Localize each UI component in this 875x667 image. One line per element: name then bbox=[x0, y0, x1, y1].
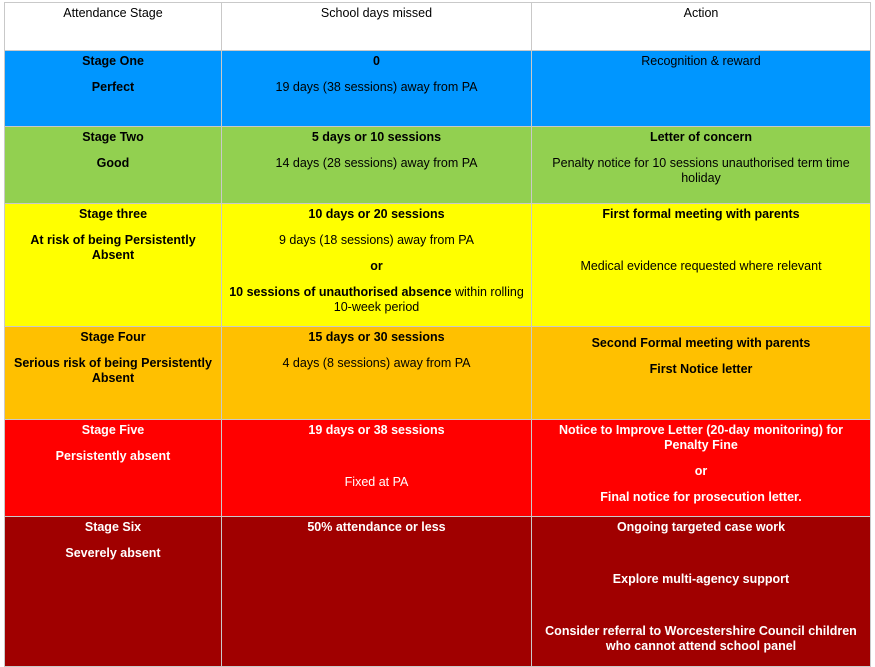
missed-detail: 19 days (38 sessions) away from PA bbox=[275, 80, 478, 94]
action-or: or bbox=[694, 464, 708, 478]
header-action: Action bbox=[532, 3, 871, 51]
missed-extra-bold: 10 sessions of unauthorised absence bbox=[229, 285, 452, 299]
missed-detail: Fixed at PA bbox=[344, 475, 409, 489]
missed-main: 50% attendance or less bbox=[307, 520, 446, 534]
stage-name: Stage Six bbox=[84, 520, 142, 534]
missed-cell bbox=[222, 127, 532, 204]
stage-label: Perfect bbox=[91, 80, 135, 94]
action-text: First formal meeting with parents bbox=[602, 207, 800, 221]
action-text: Explore multi-agency support bbox=[612, 572, 790, 586]
stage-cell bbox=[5, 127, 222, 204]
action-text: First Notice letter bbox=[649, 362, 753, 376]
table-row bbox=[5, 127, 871, 204]
stage-name: Stage three bbox=[78, 207, 148, 221]
table-row bbox=[5, 204, 871, 327]
action-text: Letter of concern bbox=[649, 130, 753, 144]
stage-name: Stage One bbox=[82, 54, 144, 68]
action-cell bbox=[532, 51, 871, 127]
missed-detail: 9 days (18 sessions) away from PA bbox=[279, 233, 474, 247]
header-row bbox=[5, 3, 871, 51]
stage-cell bbox=[5, 51, 222, 127]
action-text: Notice to Improve Letter (20-day monitoring) for Penalty Fine bbox=[558, 423, 844, 452]
table-row bbox=[5, 327, 871, 420]
action-cell bbox=[532, 127, 871, 204]
stage-label: Severely absent bbox=[65, 546, 161, 560]
missed-cell bbox=[222, 327, 532, 420]
action-text: Consider referral to Worcestershire Council children who cannot attend school panel bbox=[545, 624, 857, 653]
missed-extra-rest: within rolling 10-week period bbox=[333, 285, 524, 314]
action-text: Ongoing targeted case work bbox=[616, 520, 786, 534]
missed-main: 19 days or 38 sessions bbox=[308, 423, 445, 437]
header-attendance-stage: Attendance Stage bbox=[5, 3, 222, 51]
attendance-stages-table bbox=[4, 2, 871, 667]
stage-name: Stage Four bbox=[80, 330, 146, 344]
action-text: Penalty notice for 10 sessions unauthorised term time holiday bbox=[552, 156, 850, 185]
stage-cell bbox=[5, 204, 222, 327]
action-text: Medical evidence requested where relevant bbox=[580, 259, 822, 273]
stage-name: Stage Two bbox=[82, 130, 144, 144]
stage-cell bbox=[5, 420, 222, 517]
stage-label: Persistently absent bbox=[55, 449, 171, 463]
action-text: Second Formal meeting with parents bbox=[591, 336, 811, 350]
stage-label: Serious risk of being Persistently Absent bbox=[14, 356, 212, 385]
missed-cell bbox=[222, 420, 532, 517]
stage-name: Stage Five bbox=[81, 423, 145, 437]
action-cell bbox=[532, 517, 871, 667]
missed-main: 10 days or 20 sessions bbox=[308, 207, 445, 221]
missed-cell bbox=[222, 204, 532, 327]
action-text: Recognition & reward bbox=[641, 54, 761, 68]
missed-main: 0 bbox=[373, 54, 380, 68]
missed-detail: 14 days (28 sessions) away from PA bbox=[275, 156, 478, 170]
action-cell bbox=[532, 204, 871, 327]
table-row bbox=[5, 51, 871, 127]
missed-cell bbox=[222, 51, 532, 127]
action-cell bbox=[532, 327, 871, 420]
stage-cell bbox=[5, 327, 222, 420]
missed-or: or bbox=[370, 259, 383, 273]
missed-detail: 4 days (8 sessions) away from PA bbox=[282, 356, 471, 370]
action-cell bbox=[532, 420, 871, 517]
header-school-days-missed: School days missed bbox=[222, 3, 532, 51]
missed-extra bbox=[228, 285, 525, 315]
stage-label: At risk of being Persistently Absent bbox=[30, 233, 196, 262]
action-text: Final notice for prosecution letter. bbox=[600, 490, 802, 504]
missed-cell bbox=[222, 517, 532, 667]
table-row bbox=[5, 517, 871, 667]
stage-cell bbox=[5, 517, 222, 667]
missed-main: 5 days or 10 sessions bbox=[311, 130, 442, 144]
stage-label: Good bbox=[96, 156, 130, 170]
table-row bbox=[5, 420, 871, 517]
missed-main: 15 days or 30 sessions bbox=[308, 330, 445, 344]
